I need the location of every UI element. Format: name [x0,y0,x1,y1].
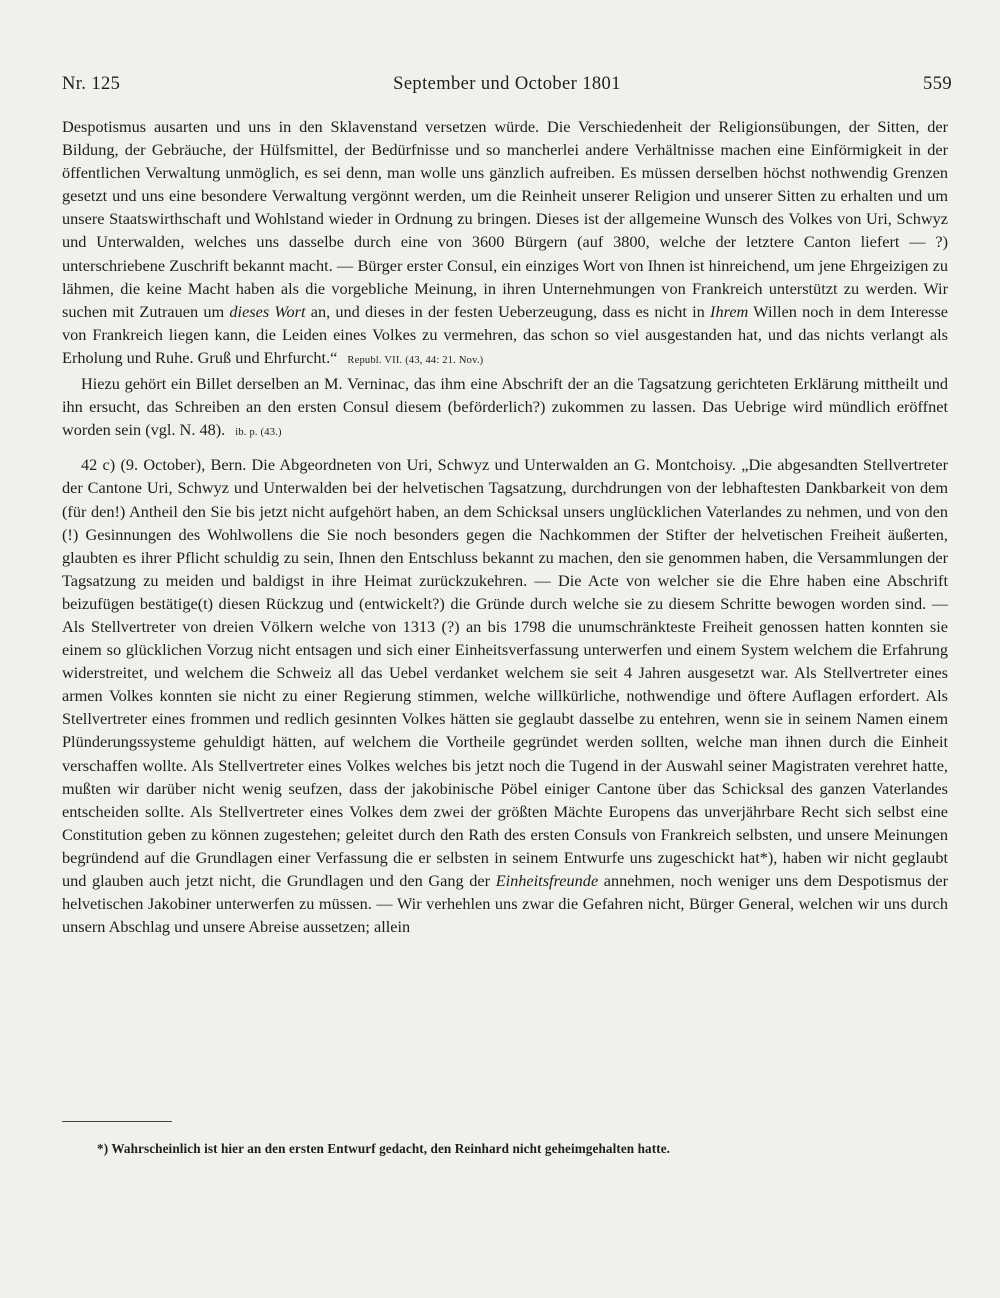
document-number: Nr. 125 [62,74,121,94]
paragraph-billet [62,372,948,444]
paragraph-continuation [62,115,948,372]
para3-text: 42 c) (9. October), Bern. Die Abgeordneten von Uri, Schwyz und Unterwalden an G. Montchoisy. „Die abgesandten Stellvertreter der Cantone Uri, Schwyz und Unterwalden bei der helvetischen Tagsatzung, durchdrungen von der lebhaftesten Dankbarkeit von dem (für den!) Antheil den Sie bis jetzt nicht aufgehört haben, an dem Schicksal unsers unglücklichen Vaterlandes zu nehmen, und von den (!) Gesinnungen des Wohlwollens die Sie noch besonders gegen die Nachkommen der Stifter der helvetischen Freiheit äußerten, glaubten es ihrer Pflicht schuldig zu sein, Ihnen den Entschluss bekannt zu machen, den sie genommen haben, die Versammlungen der Tagsatzung zu meiden und baldigst in ihre Heimat zurückzukehren. — Die Acte von welcher sie die Ehre haben eine Abschrift beizufügen bestätige(t) diesen Rückzug und (entwickelt?) die Gründe durch welche sie zu diesem Schritte bewogen worden sind. — Als Stellvertreter von dreien Völkern welche von 1313 (?) an bis 1798 die unumschränkteste Freiheit genossen hatten konnten sie einem so glücklichen Vorzug nicht entsagen und sich einer Einheitsverfassung unterwerfen und einem System welchem die Erfahrung widerstreitet, und welchem die Schweiz all das Uebel verdanket welchem sie seit 4 Jahren ausgesetzt war. Als Stellvertreter eines armen Volkes konnten sie nicht zu einer Regierung stimmen, welche willkürliche, nothwendige und öftere Auflagen erfordert. Als Stellvertreter eines frommen und redlich gesinnten Volkes hätten sie geglaubt dasselbe zu entehren, wenn sie in seinem Namen einem Plünderungssysteme gehuldigt hätten, auf welchem die Vortheile gegründet werden sollten, welche man ihnen durch die Einheit verschaffen wollte. Als Stellvertreter eines Volkes welches bis jetzt noch die Tugend in der Auswahl seiner Magistraten verehret hatte, mußten wir darüber nicht wenig seufzen, dass der jakobinische Pöbel einiger Cantone über das Schicksal des ganzen Vaterlandes entscheiden sollte. Als Stellvertreter eines Volkes dem zwei der größten Mächte Europens das unverjährbare Recht sich selbst eine Constitution geben zu können zugestehen; geleitet durch den Rath des ersten Consuls von Frankreich selbsten, und unsere Meinungen begründend auf die Grundlagen einer Verfassung die er selbsten in seinem Entwurfe uns zugeschickt hat*), haben wir nicht geglaubt und glauben auch jetzt nicht, die Grundlagen und den Gang der [62,455,948,890]
para3-emphasis: Einheitsfreunde [495,871,599,890]
footnote: *) Wahrscheinlich ist hier an den ersten Entwurf gedacht, den Reinhard nicht geheimgehalten hatte. [97,1141,671,1156]
paragraph-letter [62,453,948,938]
source-citation: Republ. VII. (43, 44: 21. Nov.) [347,354,484,366]
para2-text: Hiezu gehört ein Billet derselben an M. Verninac, das ihm eine Abschrift der an die Tagsatzung gerichteten Erklärung mittheilt und ihn ersucht, das Schreiben an den ersten Consul diesem (beförderlich?) zukommen zu lassen. Das Uebrige wird mündlich eröffnet worden sein (vgl. N. 48). [62,374,948,440]
para3-text-2: annehmen, noch weniger uns dem Despotismus der helvetischen Jakobiner unterwerfen zu müssen. — Wir verhehlen uns zwar die Gefahren nicht, Bürger General, welchen wir uns durch unsern Abschlag und unsere Abreise aussetzen; allein [62,871,949,937]
footnote-divider [62,1121,172,1122]
para1-text-2: an, und dieses in der festen Ueberzeugung, dass es nicht in [310,301,705,321]
source-citation: ib. p. (43.) [235,427,282,439]
running-header [62,74,952,102]
para1-emphasis-1: dieses Wort [229,301,306,321]
para1-text: Despotismus ausarten und uns in den Sklavenstand versetzen würde. Die Verschiedenheit der Religionsübungen, der Sitten, der Bildung, der Gebräuche, der Hülfsmittel, der Bedürfnisse und so mancherlei andere Verhältnisse machen eine Einförmigkeit in der öffentlichen Verwaltung unmöglich, es sei denn, man wolle uns gänzlich aufreiben. Es müssen derselben höchst nothwendig Grenzen gesetzt und uns eine besondere Verwaltung vergönnt werden, um die Reinheit unserer Religion und unserer Sitten zu erhalten und um unsere Staatswirthschaft und Wohlstand wieder in Ordnung zu bringen. Dieses ist der allgemeine Wunsch des Volkes von Uri, Schwyz und Unterwalden, welches uns dasselbe durch eine von 3600 Bürgern (auf 3800, welche der letztere Canton liefert — ?) unterschriebene Zuschrift bekannt macht. — Bürger erster Consul, ein einziges Wort von Ihnen ist hinreichend, um jene Ehrgeizigen zu lähmen, die keine Macht haben als die vorgebliche Meinung, in ihren Unternehmungen von Frankreich unterstützt zu werden. Wir suchen mit Zutrauen um [62,117,948,321]
body-text [62,115,948,938]
para1-emphasis-2: Ihrem [710,301,749,321]
header-title: September und October 1801 [393,74,621,94]
page-number: 559 [923,74,952,94]
para1-text-3: Willen noch in dem Interesse von Frankreich liegen kann, die Leiden eines Volkes zu vermehren, das schon so viel ausgestanden hat, und das nichts verlangt als Erholung und Ruhe. Gruß und Ehrfurcht.“ [62,301,949,367]
